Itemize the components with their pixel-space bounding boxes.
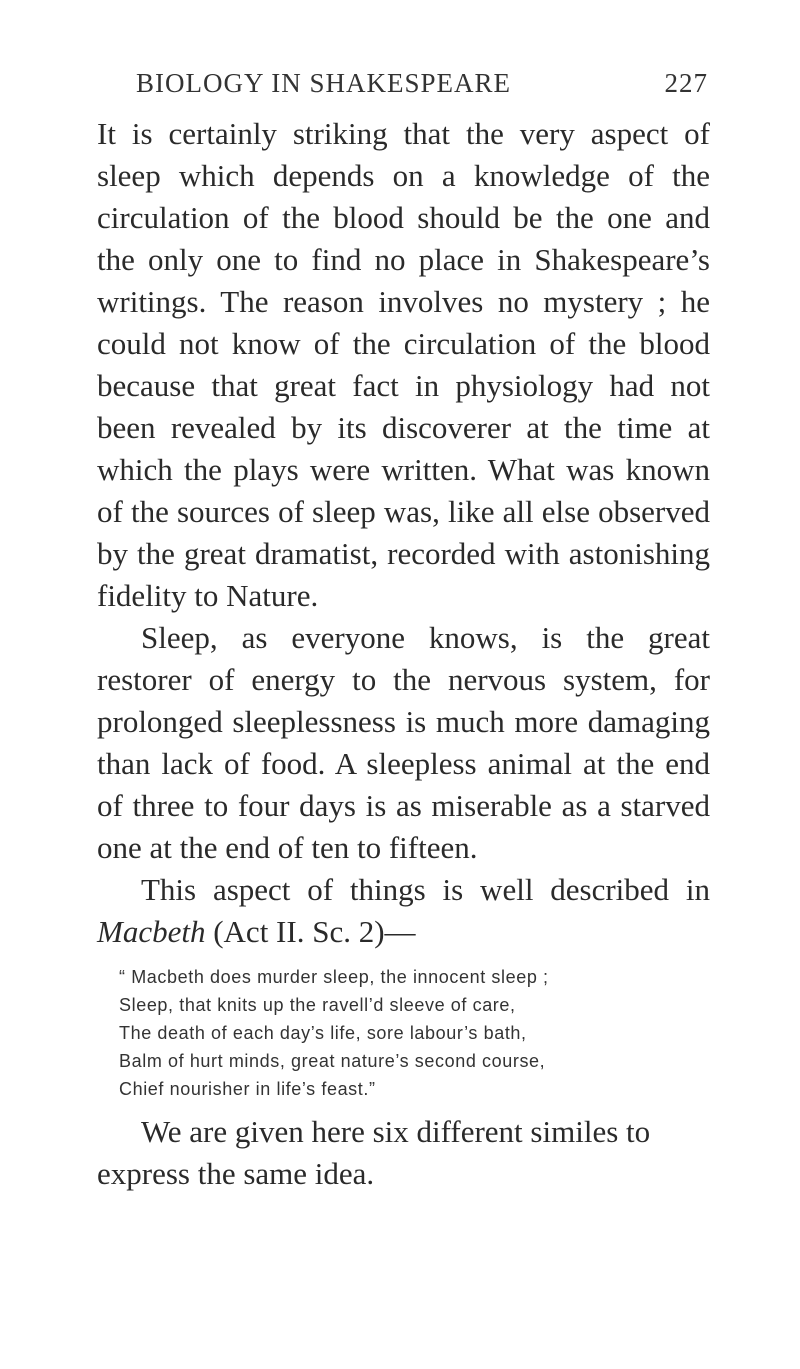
quote-line: “ Macbeth does murder sleep, the innocent sleep ; xyxy=(119,967,549,987)
page-number: 227 xyxy=(664,68,708,98)
quote-line: Sleep, that knits up the ravell’d sleeve of care, xyxy=(119,995,516,1015)
quote-line: The death of each day’s life, sore labour’s bath, xyxy=(119,1023,527,1043)
running-title: BIOLOGY IN SHAKESPEARE xyxy=(136,68,512,98)
quote-line: Chief nourisher in life’s feast.” xyxy=(119,1079,376,1099)
act-scene-reference: (Act II. Sc. 2)— xyxy=(213,914,416,949)
macbeth-quotation xyxy=(119,963,710,1103)
body-text xyxy=(97,113,710,1195)
quote-line: Balm of hurt minds, great nature’s second course, xyxy=(119,1051,546,1071)
paragraph-similes: We are given here six different similes to express the same idea. xyxy=(97,1114,651,1191)
play-title: Macbeth xyxy=(97,914,206,949)
paragraph-macbeth-intro xyxy=(97,869,710,953)
paragraph-circulation: It is certainly striking that the very aspect of sleep which depends on a knowledge of the circulation of the blood should be the one and the only one to find no place in Shakespeare’s writings. The reason involves no mystery ; he could not know of the circulation of the blood because that great fact in physiology had not been revealed by its discoverer at the time at which the plays were written. What was known of the sources of sleep was, like all else observed by the great dramatist, recorded with astonishing fidelity to Nature. xyxy=(97,116,710,613)
paragraph-sleep-restorer: Sleep, as everyone knows, is the great restorer of energy to the nervous system, for prolonged sleeplessness is much more damaging than lack of food. A sleepless animal at the end of three to four days is as miserable as a starved one at the end of ten to fifteen. xyxy=(97,620,710,865)
running-header xyxy=(136,68,708,108)
intro-text: This aspect of things is well described in xyxy=(141,872,710,907)
